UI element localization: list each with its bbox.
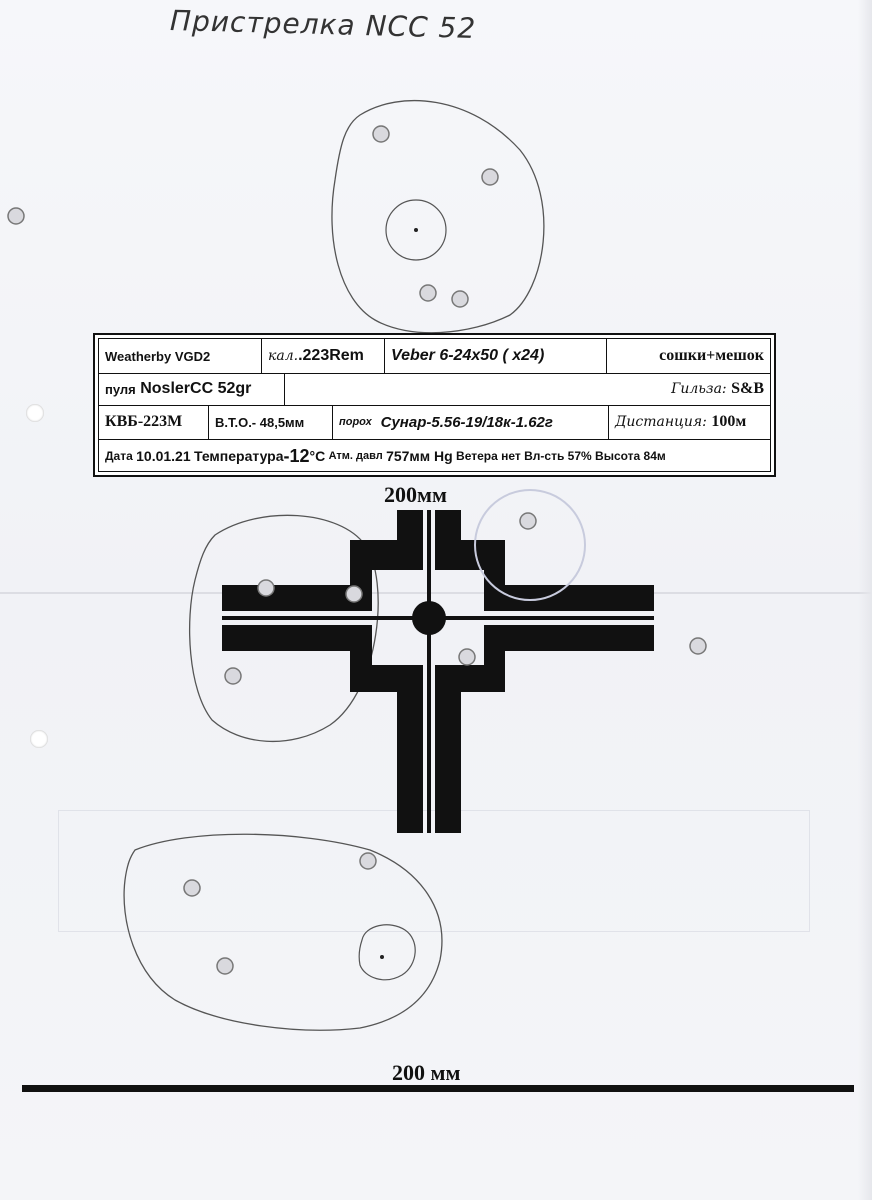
- cross-step-ne: [461, 540, 505, 611]
- bullet-label: пуля: [105, 381, 136, 397]
- case-value: S&B: [731, 380, 764, 397]
- conditions-cell: [99, 439, 770, 473]
- humidity-text: Вл-сть 57%: [524, 449, 592, 463]
- temperature-label: Температура: [193, 448, 284, 464]
- temperature-value: -12: [283, 445, 310, 466]
- caliber-label: кал.: [268, 348, 299, 364]
- pencil-group-outline-top: [332, 101, 544, 333]
- date-value: 10.01.21: [136, 448, 191, 464]
- cross-arm-top-right: [435, 510, 461, 570]
- wind-text: Ветера нет: [456, 449, 521, 463]
- bullet-hole: [420, 285, 436, 301]
- caliber-cell: [262, 339, 385, 373]
- cross-arm-right-lower: [484, 625, 654, 651]
- info-row-4: [99, 439, 770, 473]
- distance-cell: [609, 405, 770, 439]
- support-cell: сошки+мешок: [659, 347, 764, 364]
- bullet-hole: [360, 853, 376, 869]
- bullet-hole: [225, 668, 241, 684]
- cross-arm-bottom-left: [397, 665, 423, 833]
- bullet-hole: [8, 208, 24, 224]
- rifle-cell: Weatherby VGD2: [99, 339, 262, 373]
- dimension-label-top: 200мм: [384, 482, 447, 507]
- aiming-cross: [222, 510, 654, 833]
- bullet-hole: [520, 513, 536, 529]
- bullet-hole: [482, 169, 498, 185]
- cross-arm-top-left: [397, 510, 423, 570]
- bullet-hole: [346, 586, 362, 602]
- cross-arm-bottom-right: [435, 665, 461, 833]
- dimension-label-bottom: 200 мм: [392, 1060, 461, 1085]
- aim-dot-top: [414, 228, 418, 232]
- cross-arm-left-lower: [222, 625, 372, 651]
- bullet-hole: [217, 958, 233, 974]
- date-label: Дата: [105, 449, 133, 463]
- info-row-2: [99, 373, 770, 406]
- aim-dot-bottom: [380, 955, 384, 959]
- bullet-hole: [459, 649, 475, 665]
- oal-cell: В.Т.О.- 48,5мм: [209, 405, 333, 439]
- pencil-group-outline-bottom: [124, 834, 442, 1030]
- cross-arm-right-upper: [484, 585, 654, 611]
- cross-step-sw: [350, 625, 397, 692]
- aim-circle-bottom: [359, 925, 415, 980]
- shooting-info-table: [93, 333, 776, 477]
- handwritten-title: Пристрелка NCC 52: [169, 3, 477, 46]
- crosshair-vertical: [427, 510, 431, 833]
- powder-label: порох: [339, 416, 372, 428]
- bullet-hole: [452, 291, 468, 307]
- caliber-value: .223Rem: [298, 347, 364, 364]
- pressure-label: Атм. давл: [328, 450, 383, 462]
- powder-brand-cell: КВБ-223М: [99, 405, 209, 439]
- scope-cell: Veber 6-24x50 ( x24): [385, 339, 607, 373]
- bullet-value: NoslerCC 52gr: [140, 380, 252, 397]
- info-row-3: [99, 405, 770, 440]
- info-row-1: [99, 339, 770, 374]
- bullet-hole: [258, 580, 274, 596]
- bullet-hole: [184, 880, 200, 896]
- case-label: Гильза:: [671, 381, 727, 397]
- case-cell: [285, 373, 770, 405]
- altitude-text: Высота 84м: [595, 449, 666, 463]
- pressure-value: 757мм Hg: [386, 448, 453, 464]
- powder-cell: [333, 405, 609, 439]
- bullet-cell: [99, 373, 285, 405]
- temperature-unit: °C: [309, 448, 326, 464]
- powder-value: Сунар-5.56-19/18к-1.62г: [380, 413, 553, 431]
- bullet-hole: [373, 126, 389, 142]
- bullet-hole: [690, 638, 706, 654]
- scale-bar: [22, 1085, 854, 1092]
- distance-label: Дистанция:: [615, 414, 707, 430]
- distance-value: 100м: [711, 413, 747, 430]
- center-dot: [412, 601, 446, 635]
